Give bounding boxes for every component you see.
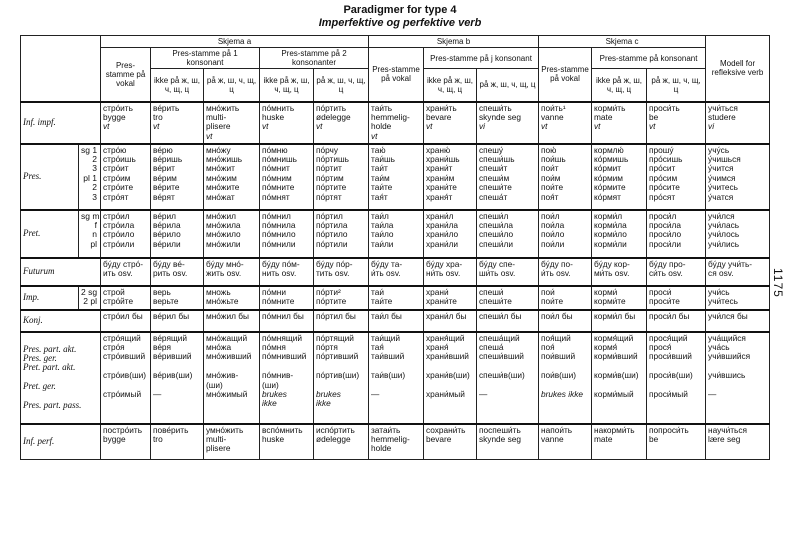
table-cell: по́ртящий по́ртя по́ртивший по́ртив(ши) brukes ikke (314, 332, 369, 424)
table-cell: спешу́ спеши́шь спеши́т спеши́м спеши́те спеша́т (477, 144, 539, 210)
table-row (21, 102, 770, 144)
table-cell: уча́щийся уча́сь учи́вшийся учи́вшись — (706, 332, 770, 424)
table-cell: мно́жил бы (204, 310, 260, 332)
table-cell: ве́рящий ве́ря ве́ривший ве́рив(ши) — (151, 332, 204, 424)
table-cell: постро́ить bygge (101, 424, 151, 460)
table-cell: накорми́ть mate (592, 424, 647, 460)
row-label: Pres. part. akt. Pres. ger. Pret. part. akt. Pret. ger. Pres. part. pass. (21, 332, 101, 424)
table-cell: пою́ пои́шь пои́т пои́м пои́те поя́т (539, 144, 592, 210)
table-cell: прося́щий прося́ проси́вший проси́в(ши) проси́мый (647, 332, 706, 424)
table-row (21, 258, 770, 286)
c-paa-subheader: på ж, ш, ч, щ, ц (647, 69, 706, 102)
table-cell: мно́жу мно́жишь мно́жит мно́жим мно́жите мно́жат (204, 144, 260, 210)
row-label: Pres. (21, 144, 79, 210)
table-row (21, 332, 770, 424)
table-cell: сохрани́ть bevare (424, 424, 477, 460)
c-ikke-subheader: ikke på ж, ш, ч, щ, ц (592, 69, 647, 102)
table-cell: затаи́ть hemmelig- holde (369, 424, 424, 460)
page-number: 1175 (771, 268, 785, 298)
table-cell: ве́рить tro vt (151, 102, 204, 144)
row-label: Inf. perf. (21, 424, 101, 460)
table-cell: учи́ться studere vi (706, 102, 770, 144)
table-cell: учи́лся бы (706, 310, 770, 332)
table-cell: бу́ду кор- ми́ть osv. (592, 258, 647, 286)
table-cell: множь мно́жьте (204, 286, 260, 310)
table-cell: умно́жить multi- plisere (204, 424, 260, 460)
table-cell: пове́рить tro (151, 424, 204, 460)
table-cell: храню́ храни́шь храни́т храни́м храни́те храня́т (424, 144, 477, 210)
table-cell: мно́жил мно́жила мно́жило мно́жили (204, 210, 260, 258)
table-cell: проси́ть be vt (647, 102, 706, 144)
table-cell: таи́ть hemmelig- holde vt (369, 102, 424, 144)
schema-c-header: Skjema c (539, 36, 706, 48)
table-cell: храни́л храни́ла храни́ло храни́ли (424, 210, 477, 258)
table-cell: вспо́мнить huske (260, 424, 314, 460)
model-header: Modell for refleksive verb (706, 36, 770, 102)
table-cell: таи́л таи́ла таи́ло таи́ли (369, 210, 424, 258)
row-label: Inf. impf. (21, 102, 101, 144)
table-cell: проси́л бы (647, 310, 706, 332)
table-cell: по́ртил бы (314, 310, 369, 332)
table-cell: бу́ду учи́ть- ся osv. (706, 258, 770, 286)
table-cell: учи́лся учи́лась учи́лось учи́лись (706, 210, 770, 258)
table-cell: бу́ду хра- ни́ть osv. (424, 258, 477, 286)
table-cell: стро́ящий стро́я стро́ивший стро́ив(ши) стро́имый (101, 332, 151, 424)
a-vokal-header: Pres-stamme på vokal (101, 48, 151, 102)
table-cell: ве́рю ве́ришь ве́рит ве́рим ве́рите ве́рят (151, 144, 204, 210)
table-cell: бу́ду стро́- ить osv. (101, 258, 151, 286)
table-cell: кормлю́ ко́рмишь ко́рмит ко́рмим ко́рмите ко́рмят (592, 144, 647, 210)
table-cell: по́мнил бы (260, 310, 314, 332)
a-1kons-header: Pres-stamme på 1 konsonant (151, 48, 260, 69)
table-cell: спеши́ спеши́те (477, 286, 539, 310)
table-cell: поя́щий поя́ пои́вший пои́в(ши) brukes ikke (539, 332, 592, 424)
table-cell: проси́ проси́те (647, 286, 706, 310)
a2-paa-subheader: på ж, ш, ч, щ, ц (314, 69, 369, 102)
table-cell: по́рти² по́ртите (314, 286, 369, 310)
table-cell: корми́ть mate vt (592, 102, 647, 144)
table-cell: прошу́ про́сишь про́сит про́сим про́сите про́сят (647, 144, 706, 210)
table-cell: корми́ корми́те (592, 286, 647, 310)
row-label: Pret. (21, 210, 79, 258)
table-cell: спеша́щий спеша́ спеши́вший спеши́в(ши) — (477, 332, 539, 424)
table-cell: по́ртить ødelegge vt (314, 102, 369, 144)
table-row (21, 424, 770, 460)
row-persons: sg 1 2 3 pl 1 2 3 (79, 144, 101, 210)
paradigm-table (20, 35, 770, 460)
table-cell: стро́ил стро́ила стро́ило стро́или (101, 210, 151, 258)
table-cell: бу́ду ве́- рить osv. (151, 258, 204, 286)
table-cell: по́ртил по́ртила по́ртило по́ртили (314, 210, 369, 258)
table-cell: бу́ду мно́- жить osv. (204, 258, 260, 286)
table-cell: пои́ть¹ vanne vt (539, 102, 592, 144)
table-cell: бу́ду по- и́ть osv. (539, 258, 592, 286)
table-cell: бу́ду спе- ши́ть osv. (477, 258, 539, 286)
table-cell: по́мнил по́мнила по́мнило по́мнили (260, 210, 314, 258)
schema-a-header: Skjema a (101, 36, 369, 48)
b-vokal-header: Pres-stamme på vokal (369, 48, 424, 102)
table-cell: бу́ду по́р- тить osv. (314, 258, 369, 286)
table-cell: корми́л корми́ла корми́ло корми́ли (592, 210, 647, 258)
table-cell: пои́ пои́те (539, 286, 592, 310)
table-row (21, 310, 770, 332)
table-cell: строй стро́йте (101, 286, 151, 310)
table-cell: верь верьте (151, 286, 204, 310)
table-cell: кормя́щий кормя́ корми́вший корми́в(ши) корми́мый (592, 332, 647, 424)
table-cell: таю́ таи́шь таи́т таи́м таи́те тая́т (369, 144, 424, 210)
table-cell: стро́ил бы (101, 310, 151, 332)
table-cell: храни́ть bevare vt (424, 102, 477, 144)
table-cell: учи́сь учи́тесь (706, 286, 770, 310)
table-cell: спеши́л бы (477, 310, 539, 332)
corner-cell (21, 36, 101, 102)
b-paa-subheader: på ж, ш, ч, щ, ц (477, 69, 539, 102)
table-cell: пои́л пои́ла пои́ло пои́ли (539, 210, 592, 258)
page-subtitle: Imperfektive og perfektive verb (318, 17, 482, 29)
table-cell: мно́жащий мно́жа мно́живший мно́жив- (ши) мно́жимый (204, 332, 260, 424)
table-cell: таи́ таи́те (369, 286, 424, 310)
table-cell: напои́ть vanne (539, 424, 592, 460)
table-cell: храня́щий храня́ храни́вший храни́в(ши) храни́мый (424, 332, 477, 424)
a-ikke-subheader: ikke på ж, ш, ч, щ, ц (151, 69, 204, 102)
table-row (21, 286, 770, 310)
row-label: Futurum (21, 258, 101, 286)
table-cell: учу́сь у́чишься у́чится у́чимся у́читесь у́чатся (706, 144, 770, 210)
schema-b-header: Skjema b (369, 36, 539, 48)
table-cell: спеши́ть skynde seg vi (477, 102, 539, 144)
table-cell: проси́л проси́ла проси́ло проси́ли (647, 210, 706, 258)
table-cell: мно́жить multi- plisere vt (204, 102, 260, 144)
b-jkons-header: Pres-stamme på j konsonant (424, 48, 539, 69)
page-title: Paradigmer for type 4 (343, 4, 457, 16)
table-cell: по́мню по́мнишь по́мнит по́мним по́мните по́мнят (260, 144, 314, 210)
table-row (21, 144, 770, 210)
table-cell: по́мнить huske vt (260, 102, 314, 144)
table-cell: по́мнящий по́мня по́мнивший по́мнив- (ши) brukes ikke (260, 332, 314, 424)
table-cell: поспеши́ть skynde seg (477, 424, 539, 460)
table-cell: бу́ду та- и́ть osv. (369, 258, 424, 286)
row-persons: 2 sg 2 pl (79, 286, 101, 310)
table-cell: по́рчу по́ртишь по́ртит по́ртим по́ртите по́ртят (314, 144, 369, 210)
table-cell: ве́рил ве́рила ве́рило ве́рили (151, 210, 204, 258)
table-cell: храни́л бы (424, 310, 477, 332)
table-cell: храни́ храни́те (424, 286, 477, 310)
table-cell: бу́ду про- си́ть osv. (647, 258, 706, 286)
table-cell: стро́ить bygge vt (101, 102, 151, 144)
row-persons: sg m f n pl (79, 210, 101, 258)
table-cell: корми́л бы (592, 310, 647, 332)
a-2kons-header: Pres-stamme på 2 konsonanter (260, 48, 369, 69)
a2-ikke-subheader: ikke på ж, ш, ч, щ, ц (260, 69, 314, 102)
row-label: Imp. (21, 286, 79, 310)
table-cell: ве́рил бы (151, 310, 204, 332)
table-cell: спеши́л спеши́ла спеши́ло спеши́ли (477, 210, 539, 258)
a-paa-subheader: på ж, ш, ч, щ, ц (204, 69, 260, 102)
b-ikke-subheader: ikke på ж, ш, ч, щ, ц (424, 69, 477, 102)
row-label: Konj. (21, 310, 101, 332)
table-cell: стро́ю стро́ишь стро́ит стро́им стро́ите стро́ят (101, 144, 151, 210)
table-cell: таи́щий тая́ таи́вший таи́в(ши) — (369, 332, 424, 424)
table-cell: научи́ться lære seg (706, 424, 770, 460)
c-kons-header: Pres-stamme på konsonant (592, 48, 706, 69)
table-cell: испо́ртить ødelegge (314, 424, 369, 460)
table-cell: бу́ду по́м- нить osv. (260, 258, 314, 286)
c-vokal-header: Pres-stamme på vokal (539, 48, 592, 102)
table-cell: таи́л бы (369, 310, 424, 332)
table-row (21, 210, 770, 258)
table-cell: попроси́ть be (647, 424, 706, 460)
table-cell: по́мни по́мните (260, 286, 314, 310)
table-cell: пои́л бы (539, 310, 592, 332)
